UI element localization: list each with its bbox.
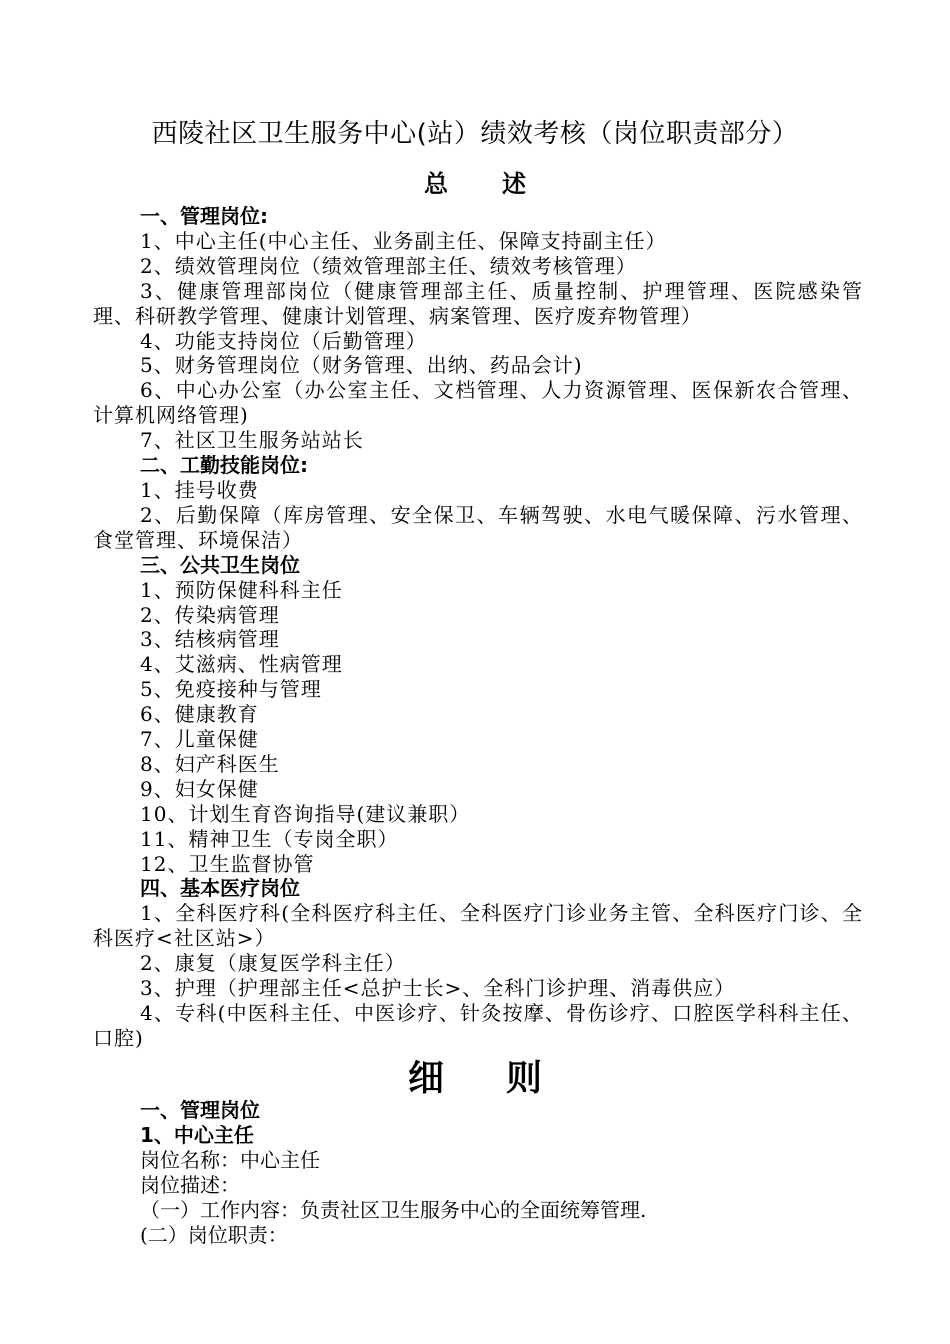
list-item: 5、财务管理岗位（财务管理、出纳、药品会计) [140, 353, 583, 378]
overview-heading: 总述 [424, 170, 580, 198]
list-item: 6、中心办公室（办公室主任、文档管理、人力资源管理、医保新农合管理、计算机网络管理) [93, 378, 863, 428]
list-item: 1、中心主任(中心主任、业务副主任、保障支持副主任） [140, 228, 667, 253]
list-item: 10、计划生育咨询指导(建议兼职） [140, 801, 471, 826]
list-item: 12、卫生监督协管 [140, 851, 315, 876]
list-item: 11、精神卫生（专岗全职） [140, 826, 399, 851]
list-item: 4、功能支持岗位（后勤管理） [140, 328, 427, 353]
list-item: 4、专科(中医科主任、中医诊疗、针灸按摩、骨伤诊疗、口腔医学科科主任、口腔) [93, 1001, 863, 1050]
list-item: 1、预防保健科科主任 [140, 577, 343, 602]
list-item: 7、儿童保健 [140, 727, 259, 752]
list-item: 1、全科医疗科(全科医疗科主任、全科医疗门诊业务主管、全科医疗门诊、全科医疗<社区站>） [93, 901, 863, 951]
section-heading: 三、公共卫生岗位 [140, 552, 300, 577]
detail-section-heading: 1、中心主任 [140, 1123, 254, 1147]
detail-line: 岗位描述： [140, 1173, 240, 1197]
list-item: 3、结核病管理 [140, 627, 280, 652]
list-item: 8、妇产科医生 [140, 751, 280, 776]
list-item: 2、绩效管理岗位（绩效管理部主任、绩效考核管理） [140, 253, 637, 278]
overview-body [93, 204, 863, 1051]
detail-heading: 细则 [407, 1058, 604, 1099]
list-item: 6、健康教育 [140, 702, 259, 727]
section-heading: 一、管理岗位: [140, 204, 268, 228]
list-item: 7、社区卫生服务站站长 [140, 428, 364, 453]
list-item: 4、艾滋病、性病管理 [140, 652, 343, 677]
detail-line: （一）工作内容：负责社区卫生服务中心的全面统筹管理. [140, 1198, 647, 1222]
section-heading: 四、基本医疗岗位 [140, 876, 300, 901]
list-item: 2、后勤保障（库房管理、安全保卫、车辆驾驶、水电气暖保障、污水管理、食堂管理、环境保洁） [93, 502, 863, 552]
section-heading: 二、工勤技能岗位: [140, 453, 308, 478]
list-item: 1、挂号收费 [140, 477, 259, 502]
detail-section-heading: 一、管理岗位 [140, 1098, 260, 1122]
detail-body [93, 1098, 863, 1248]
document-title: 西陵社区卫生服务中心(站）绩效考核（岗位职责部分） [151, 119, 799, 149]
list-item: 3、护理（护理部主任<总护士长>、全科门诊护理、消毒供应） [140, 976, 736, 1001]
detail-line: 岗位名称：中心主任 [140, 1148, 320, 1172]
list-item: 2、康复（康复医学科主任） [140, 951, 406, 976]
list-item: 5、免疫接种与管理 [140, 677, 322, 702]
detail-line: (二）岗位职责： [140, 1223, 288, 1247]
list-item: 9、妇女保健 [140, 776, 259, 801]
list-item: 2、传染病管理 [140, 602, 280, 627]
list-item: 3、健康管理部岗位（健康管理部主任、质量控制、护理管理、医院感染管理、科研教学管理、健康计划管理、病案管理、医疗废弃物管理） [93, 278, 863, 328]
